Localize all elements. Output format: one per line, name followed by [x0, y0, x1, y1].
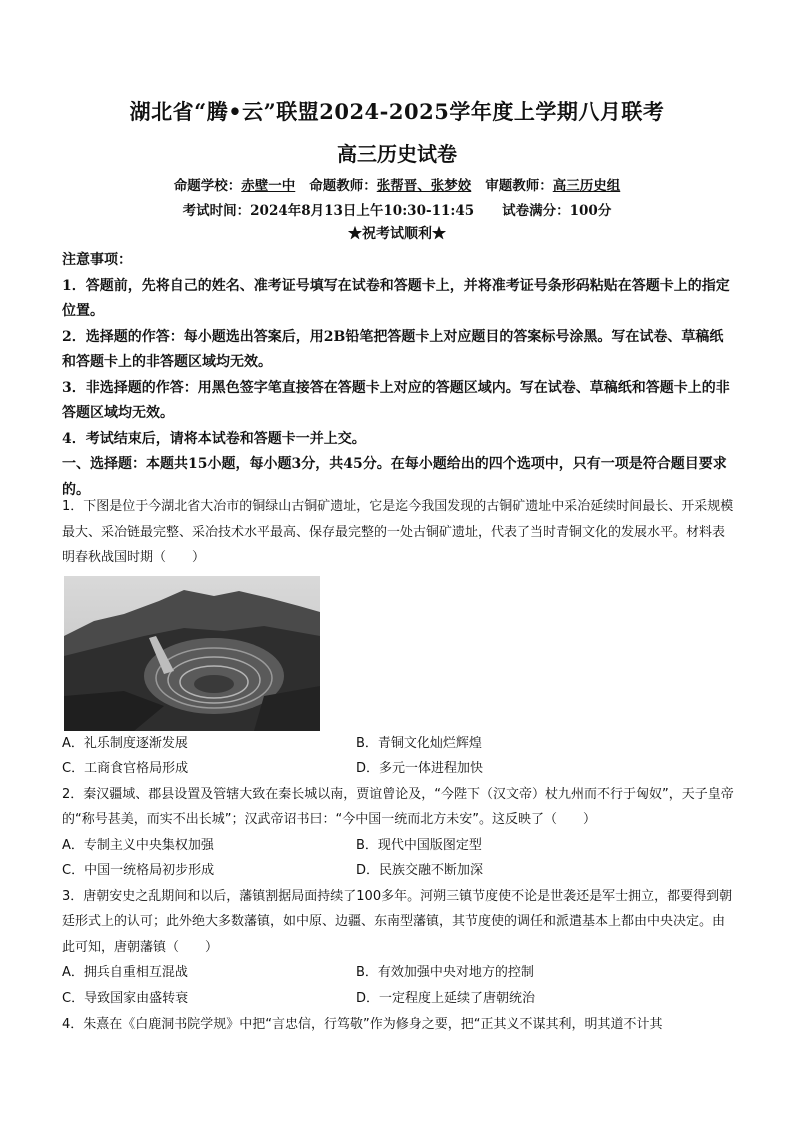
question-1-stem: 1．下图是位于今湖北省大冶市的铜绿山古铜矿遗址，它是迄今我国发现的古铜矿遗址中采冶延续时间最长、开采规模最大、采冶链最完整、采冶技术水平最高、保存最完整的一处古铜矿遗址，代表了当时青铜文化的发展水平。材料表明春秋战国时期（ ）: [62, 499, 734, 565]
question-3-options-row2: [62, 986, 734, 1012]
school-name: 赤壁一中: [241, 178, 296, 194]
note-item: 1．答题前，先将自己的姓名、准考证号填写在试卷和答题卡上，并将准考证号条形码粘贴在答题卡上的指定位置。: [62, 277, 730, 319]
blessing: ★祝考试顺利★: [348, 226, 446, 242]
authors-label: 命题教师：: [309, 178, 377, 194]
question-2-stem: 2．秦汉疆域、郡县设置及管辖大致在秦长城以南，贾谊曾论及，“今陛下（汉文帝）杖九州而不行于匈奴”，天子皇帝的“称号甚美，而实不出长城”；汉武帝诏书曰：“今中国一统而北方未安”。这反映了（ ）: [62, 786, 734, 827]
exam-authors-line: [0, 174, 794, 194]
question-1-options-row1: [62, 731, 734, 757]
question-2-options-row1: [62, 833, 734, 859]
note-item: 3．非选择题的作答：用黑色签字笔直接答在答题卡上对应的答题区域内。写在试卷、草稿纸和答题卡上的非答题区域均无效。: [62, 379, 730, 421]
section-heading: 一、选择题：本题共15小题，每小题3分，共45分。在每小题给出的四个选项中，只有一项是符合题目要求的。: [62, 456, 727, 498]
question-3-stem: 3．唐朝安史之乱期间和以后，藩镇割据局面持续了100多年。河朔三镇节度使不论是世袭还是军士拥立，都要得到朝廷形式上的认可；此外绝大多数藩镇，如中原、边疆、东南型藩镇，其节度使的调任和派遣基本上都由中央决定。由此可知，唐朝藩镇（ ）: [62, 888, 733, 955]
school-label: 命题学校：: [173, 178, 242, 194]
exam-title: 湖北省“腾•云”联盟2024-2025学年度上学期八月联考: [129, 99, 665, 124]
exam-time-line: [0, 199, 794, 219]
exam-subtitle: 高三历史试卷: [337, 142, 457, 166]
note-item: 2．选择题的作答：每小题选出答案后，用2B铅笔把答题卡上对应题目的答案标号涂黑。写在试卷、草稿纸和答题卡上的非答题区域均无效。: [62, 328, 724, 370]
option-d: D．一定程度上延续了唐朝统治: [356, 990, 536, 1006]
question-3-options-row1: [62, 960, 734, 986]
mine-illustration: [64, 576, 320, 731]
option-b: B．青铜文化灿烂辉煌: [356, 735, 482, 751]
option-b: B．现代中国版图定型: [356, 837, 482, 853]
notes-section: [62, 248, 734, 503]
option-c: C．中国一统格局初步形成: [62, 863, 215, 878]
reviewer-label: 审题教师：: [485, 178, 553, 194]
option-a: A．专制主义中央集权加强: [62, 837, 214, 853]
question-1-options-row2: [62, 756, 734, 782]
option-a: A．礼乐制度逐渐发展: [62, 735, 188, 751]
note-item: 4．考试结束后，请将本试卷和答题卡一并上交。: [62, 430, 366, 447]
option-a: A．拥兵自重相互混战: [62, 965, 188, 980]
option-d: D．民族交融不断加深: [356, 863, 484, 878]
option-d: D．多元一体进程加快: [356, 761, 484, 776]
questions: [62, 494, 734, 1011]
authors-names: 张帮晋、张梦姣: [376, 178, 472, 194]
exam-score: 试卷满分：100分: [502, 203, 612, 219]
notes-heading: 注意事项：: [62, 252, 132, 268]
reviewer-name: 高三历史组: [552, 178, 621, 194]
copper-mine-photo: [64, 576, 320, 731]
question-2-options-row2: [62, 858, 734, 884]
option-c: C．导致国家由盛转衰: [62, 990, 189, 1006]
question-4-stem: 4．朱熹在《白鹿洞书院学规》中把“言忠信，行笃敬”作为修身之要，把“正其义不谋其利，明其道不计其: [62, 1017, 663, 1032]
option-c: C．工商食官格局形成: [62, 761, 189, 776]
exam-time: 考试时间：2024年8月13日上午10:30-11:45: [182, 203, 475, 219]
option-b: B．有效加强中央对地方的控制: [356, 965, 534, 980]
